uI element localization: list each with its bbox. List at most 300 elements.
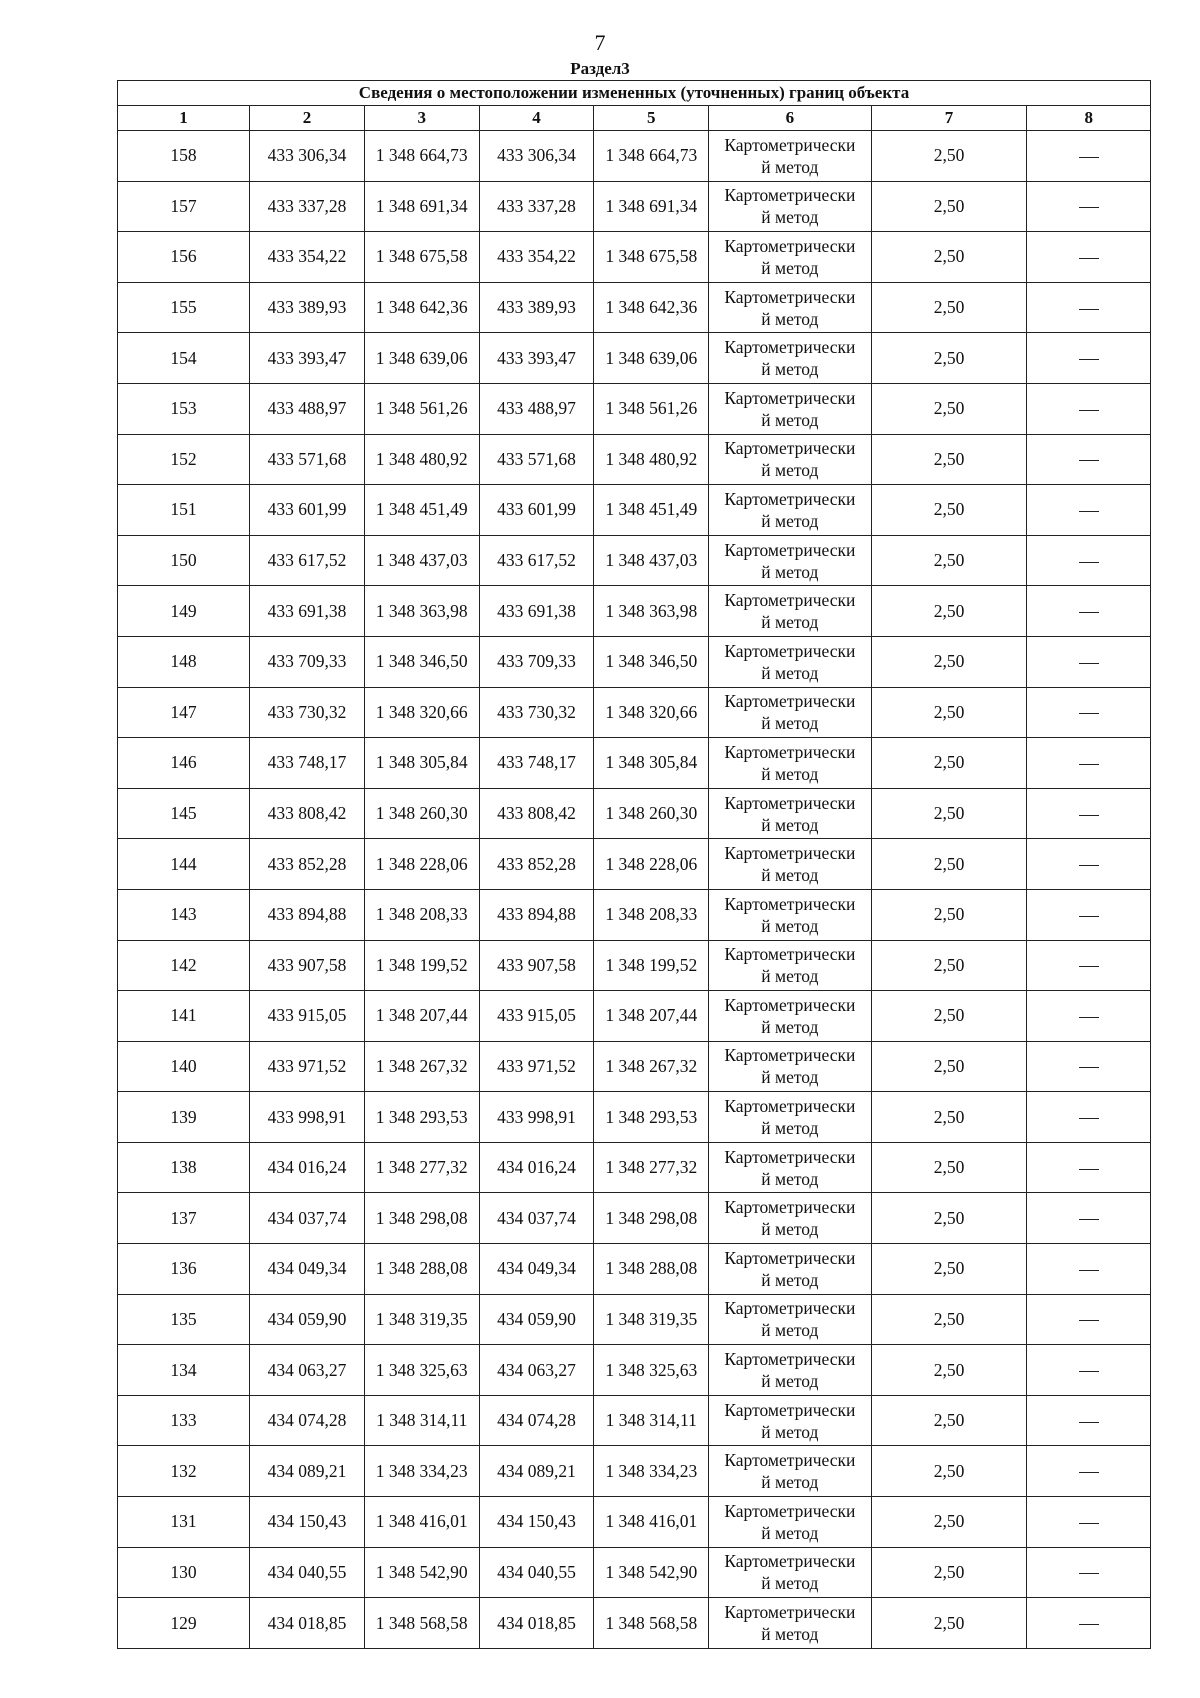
dash-icon [1079, 612, 1099, 613]
cell-col-1: 146 [118, 738, 250, 789]
method-line2: й метод [761, 814, 819, 835]
cell-col-5: 1 348 199,52 [594, 940, 709, 991]
table-caption: Сведения о местоположении измененных (уточненных) границ объекта [118, 81, 1151, 106]
dash-cell [1027, 1142, 1151, 1193]
method-cell [709, 131, 871, 182]
cell-col-4: 433 709,33 [479, 636, 594, 687]
method-line2: й метод [761, 1320, 819, 1341]
cell-col-7: 2,50 [871, 1598, 1027, 1649]
dash-icon [1079, 865, 1099, 866]
cell-col-4: 433 907,58 [479, 940, 594, 991]
cell-col-5: 1 348 293,53 [594, 1092, 709, 1143]
cell-col-2: 434 059,90 [250, 1294, 365, 1345]
dash-icon [1079, 1573, 1099, 1574]
cell-col-1: 154 [118, 333, 250, 384]
cell-col-5: 1 348 642,36 [594, 282, 709, 333]
method-cell [709, 232, 871, 283]
method-line1: Картометрически [724, 893, 856, 914]
dash-cell [1027, 1395, 1151, 1446]
cell-col-3: 1 348 199,52 [364, 940, 479, 991]
cell-col-2: 433 808,42 [250, 788, 365, 839]
cell-col-2: 433 337,28 [250, 181, 365, 232]
cell-col-1: 134 [118, 1345, 250, 1396]
dash-cell [1027, 282, 1151, 333]
method-line2: й метод [761, 156, 819, 177]
cell-col-4: 434 049,34 [479, 1244, 594, 1295]
cell-col-3: 1 348 664,73 [364, 131, 479, 182]
method-line1: Картометрически [724, 1096, 856, 1117]
dash-cell [1027, 1598, 1151, 1649]
method-cell [709, 738, 871, 789]
cell-col-3: 1 348 293,53 [364, 1092, 479, 1143]
method-cell [709, 940, 871, 991]
cell-col-3: 1 348 334,23 [364, 1446, 479, 1497]
cell-col-2: 433 601,99 [250, 485, 365, 536]
dash-icon [1079, 1067, 1099, 1068]
table-row [118, 1142, 1151, 1193]
cell-col-7: 2,50 [871, 1193, 1027, 1244]
method-cell [709, 1294, 871, 1345]
cell-col-2: 433 389,93 [250, 282, 365, 333]
method-line1: Картометрически [724, 1045, 856, 1066]
dash-cell [1027, 1547, 1151, 1598]
table-row [118, 1092, 1151, 1143]
method-cell [709, 1497, 871, 1548]
dash-cell [1027, 687, 1151, 738]
cell-col-3: 1 348 346,50 [364, 636, 479, 687]
dash-cell [1027, 839, 1151, 890]
cell-col-4: 434 059,90 [479, 1294, 594, 1345]
table-row [118, 1446, 1151, 1497]
cell-col-3: 1 348 639,06 [364, 333, 479, 384]
cell-col-5: 1 348 568,58 [594, 1598, 709, 1649]
method-line2: й метод [761, 257, 819, 278]
cell-col-5: 1 348 480,92 [594, 434, 709, 485]
dash-cell [1027, 940, 1151, 991]
method-line2: й метод [761, 1624, 819, 1645]
cell-col-5: 1 348 561,26 [594, 383, 709, 434]
cell-col-3: 1 348 208,33 [364, 889, 479, 940]
cell-col-4: 433 389,93 [479, 282, 594, 333]
cell-col-2: 433 915,05 [250, 991, 365, 1042]
method-cell [709, 586, 871, 637]
table-row [118, 991, 1151, 1042]
cell-col-4: 433 354,22 [479, 232, 594, 283]
method-line1: Картометрически [724, 691, 856, 712]
cell-col-4: 433 488,97 [479, 383, 594, 434]
cell-col-5: 1 348 451,49 [594, 485, 709, 536]
dash-cell [1027, 1345, 1151, 1396]
cell-col-7: 2,50 [871, 1345, 1027, 1396]
method-cell [709, 535, 871, 586]
cell-col-5: 1 348 416,01 [594, 1497, 709, 1548]
method-line1: Картометрически [724, 1146, 856, 1167]
cell-col-2: 434 150,43 [250, 1497, 365, 1548]
cell-col-2: 433 354,22 [250, 232, 365, 283]
method-cell [709, 636, 871, 687]
dash-icon [1079, 1422, 1099, 1423]
cell-col-7: 2,50 [871, 1244, 1027, 1295]
cell-col-7: 2,50 [871, 383, 1027, 434]
dash-icon [1079, 258, 1099, 259]
method-line2: й метод [761, 915, 819, 936]
cell-col-3: 1 348 314,11 [364, 1395, 479, 1446]
cell-col-3: 1 348 437,03 [364, 535, 479, 586]
method-cell [709, 1446, 871, 1497]
dash-icon [1079, 460, 1099, 461]
method-line1: Картометрически [724, 1551, 856, 1572]
dash-cell [1027, 131, 1151, 182]
method-line1: Картометрически [724, 185, 856, 206]
method-cell [709, 1092, 871, 1143]
cell-col-7: 2,50 [871, 1497, 1027, 1548]
cell-col-2: 433 748,17 [250, 738, 365, 789]
cell-col-3: 1 348 451,49 [364, 485, 479, 536]
cell-col-5: 1 348 691,34 [594, 181, 709, 232]
cell-col-7: 2,50 [871, 889, 1027, 940]
dash-icon [1079, 1219, 1099, 1220]
cell-col-3: 1 348 305,84 [364, 738, 479, 789]
column-number-8: 8 [1027, 106, 1151, 131]
method-line1: Картометрически [724, 1298, 856, 1319]
method-line2: й метод [761, 1118, 819, 1139]
cell-col-4: 433 306,34 [479, 131, 594, 182]
cell-col-3: 1 348 277,32 [364, 1142, 479, 1193]
method-line1: Картометрически [724, 792, 856, 813]
method-line2: й метод [761, 460, 819, 481]
method-line2: й метод [761, 966, 819, 987]
cell-col-5: 1 348 363,98 [594, 586, 709, 637]
cell-col-7: 2,50 [871, 1547, 1027, 1598]
table-row [118, 383, 1151, 434]
method-cell [709, 839, 871, 890]
cell-col-5: 1 348 664,73 [594, 131, 709, 182]
cell-col-7: 2,50 [871, 434, 1027, 485]
table-row [118, 1345, 1151, 1396]
cell-col-1: 144 [118, 839, 250, 890]
cell-col-4: 433 998,91 [479, 1092, 594, 1143]
method-line2: й метод [761, 1371, 819, 1392]
cell-col-3: 1 348 207,44 [364, 991, 479, 1042]
cell-col-2: 433 730,32 [250, 687, 365, 738]
cell-col-4: 433 971,52 [479, 1041, 594, 1092]
method-cell [709, 383, 871, 434]
cell-col-7: 2,50 [871, 181, 1027, 232]
table-row [118, 636, 1151, 687]
dash-icon [1079, 1523, 1099, 1524]
method-line2: й метод [761, 1421, 819, 1442]
cell-col-2: 433 488,97 [250, 383, 365, 434]
column-number-5: 5 [594, 106, 709, 131]
cell-col-1: 139 [118, 1092, 250, 1143]
table-row [118, 1294, 1151, 1345]
table-row [118, 687, 1151, 738]
method-line2: й метод [761, 409, 819, 430]
dash-icon [1079, 309, 1099, 310]
table-row [118, 485, 1151, 536]
cell-col-1: 135 [118, 1294, 250, 1345]
dash-cell [1027, 1041, 1151, 1092]
cell-col-7: 2,50 [871, 1142, 1027, 1193]
cell-col-4: 433 571,68 [479, 434, 594, 485]
cell-col-4: 433 617,52 [479, 535, 594, 586]
method-line2: й метод [761, 763, 819, 784]
cell-col-1: 129 [118, 1598, 250, 1649]
cell-col-2: 434 037,74 [250, 1193, 365, 1244]
cell-col-7: 2,50 [871, 940, 1027, 991]
dash-cell [1027, 1294, 1151, 1345]
dash-cell [1027, 1497, 1151, 1548]
cell-col-3: 1 348 480,92 [364, 434, 479, 485]
column-number-row [118, 106, 1151, 131]
cell-col-2: 433 971,52 [250, 1041, 365, 1092]
method-line2: й метод [761, 359, 819, 380]
cell-col-4: 434 074,28 [479, 1395, 594, 1446]
dash-icon [1079, 359, 1099, 360]
method-cell [709, 1547, 871, 1598]
method-cell [709, 1193, 871, 1244]
cell-col-5: 1 348 320,66 [594, 687, 709, 738]
cell-col-7: 2,50 [871, 282, 1027, 333]
method-cell [709, 282, 871, 333]
cell-col-4: 433 808,42 [479, 788, 594, 839]
method-cell [709, 991, 871, 1042]
method-line1: Картометрически [724, 994, 856, 1015]
method-cell [709, 788, 871, 839]
cell-col-5: 1 348 260,30 [594, 788, 709, 839]
table-row [118, 1547, 1151, 1598]
cell-col-4: 433 337,28 [479, 181, 594, 232]
cell-col-3: 1 348 260,30 [364, 788, 479, 839]
table-row [118, 889, 1151, 940]
method-cell [709, 1395, 871, 1446]
table-row [118, 788, 1151, 839]
cell-col-2: 433 393,47 [250, 333, 365, 384]
cell-col-2: 433 852,28 [250, 839, 365, 890]
cell-col-7: 2,50 [871, 1041, 1027, 1092]
cell-col-2: 433 894,88 [250, 889, 365, 940]
table-row [118, 131, 1151, 182]
dash-icon [1079, 562, 1099, 563]
cell-col-7: 2,50 [871, 586, 1027, 637]
method-line1: Картометрически [724, 337, 856, 358]
cell-col-1: 147 [118, 687, 250, 738]
cell-col-1: 148 [118, 636, 250, 687]
method-cell [709, 1345, 871, 1396]
method-line2: й метод [761, 713, 819, 734]
table-row [118, 1395, 1151, 1446]
cell-col-2: 434 040,55 [250, 1547, 365, 1598]
cell-col-3: 1 348 288,08 [364, 1244, 479, 1295]
cell-col-2: 434 074,28 [250, 1395, 365, 1446]
dash-icon [1079, 1371, 1099, 1372]
cell-col-4: 433 852,28 [479, 839, 594, 890]
table-row [118, 586, 1151, 637]
dash-cell [1027, 889, 1151, 940]
cell-col-3: 1 348 363,98 [364, 586, 479, 637]
dash-cell [1027, 383, 1151, 434]
dash-cell [1027, 434, 1151, 485]
method-line2: й метод [761, 662, 819, 683]
method-line1: Картометрически [724, 741, 856, 762]
method-line1: Картометрически [724, 438, 856, 459]
cell-col-1: 136 [118, 1244, 250, 1295]
method-line2: й метод [761, 1522, 819, 1543]
cell-col-5: 1 348 207,44 [594, 991, 709, 1042]
dash-icon [1079, 764, 1099, 765]
cell-col-7: 2,50 [871, 1446, 1027, 1497]
dash-icon [1079, 410, 1099, 411]
method-line2: й метод [761, 1269, 819, 1290]
dash-cell [1027, 181, 1151, 232]
column-number-6: 6 [709, 106, 871, 131]
method-line2: й метод [761, 207, 819, 228]
cell-col-2: 433 709,33 [250, 636, 365, 687]
dash-icon [1079, 511, 1099, 512]
table-row [118, 333, 1151, 384]
method-line2: й метод [761, 1168, 819, 1189]
cell-col-7: 2,50 [871, 1092, 1027, 1143]
cell-col-1: 142 [118, 940, 250, 991]
cell-col-3: 1 348 320,66 [364, 687, 479, 738]
cell-col-5: 1 348 267,32 [594, 1041, 709, 1092]
cell-col-3: 1 348 568,58 [364, 1598, 479, 1649]
cell-col-2: 433 907,58 [250, 940, 365, 991]
cell-col-5: 1 348 305,84 [594, 738, 709, 789]
cell-col-3: 1 348 675,58 [364, 232, 479, 283]
method-line2: й метод [761, 1573, 819, 1594]
cell-col-1: 158 [118, 131, 250, 182]
dash-cell [1027, 636, 1151, 687]
cell-col-4: 433 601,99 [479, 485, 594, 536]
cell-col-3: 1 348 416,01 [364, 1497, 479, 1548]
method-cell [709, 333, 871, 384]
cell-col-4: 433 730,32 [479, 687, 594, 738]
table-row [118, 1244, 1151, 1295]
column-number-7: 7 [871, 106, 1027, 131]
dash-cell [1027, 485, 1151, 536]
cell-col-4: 433 894,88 [479, 889, 594, 940]
cell-col-2: 434 063,27 [250, 1345, 365, 1396]
cell-col-3: 1 348 319,35 [364, 1294, 479, 1345]
method-line1: Картометрически [724, 235, 856, 256]
method-line1: Картометрически [724, 1247, 856, 1268]
cell-col-4: 433 691,38 [479, 586, 594, 637]
table-row [118, 1598, 1151, 1649]
cell-col-1: 156 [118, 232, 250, 283]
cell-col-3: 1 348 561,26 [364, 383, 479, 434]
method-line1: Картометрически [724, 539, 856, 560]
cell-col-5: 1 348 208,33 [594, 889, 709, 940]
method-line2: й метод [761, 865, 819, 886]
cell-col-3: 1 348 267,32 [364, 1041, 479, 1092]
method-line1: Картометрически [724, 944, 856, 965]
method-line1: Картометрически [724, 640, 856, 661]
cell-col-4: 433 748,17 [479, 738, 594, 789]
method-line2: й метод [761, 1016, 819, 1037]
cell-col-1: 157 [118, 181, 250, 232]
cell-col-2: 433 998,91 [250, 1092, 365, 1143]
cell-col-7: 2,50 [871, 1294, 1027, 1345]
cell-col-5: 1 348 437,03 [594, 535, 709, 586]
cell-col-5: 1 348 298,08 [594, 1193, 709, 1244]
dash-icon [1079, 1270, 1099, 1271]
dash-icon [1079, 1169, 1099, 1170]
method-line1: Картометрически [724, 1500, 856, 1521]
method-cell [709, 1142, 871, 1193]
cell-col-4: 433 393,47 [479, 333, 594, 384]
table-row [118, 839, 1151, 890]
cell-col-1: 138 [118, 1142, 250, 1193]
cell-col-5: 1 348 288,08 [594, 1244, 709, 1295]
cell-col-5: 1 348 325,63 [594, 1345, 709, 1396]
method-line1: Картометрически [724, 387, 856, 408]
dash-icon [1079, 815, 1099, 816]
dash-cell [1027, 1244, 1151, 1295]
cell-col-4: 434 063,27 [479, 1345, 594, 1396]
method-cell [709, 1041, 871, 1092]
cell-col-3: 1 348 542,90 [364, 1547, 479, 1598]
cell-col-4: 434 150,43 [479, 1497, 594, 1548]
cell-col-1: 131 [118, 1497, 250, 1548]
dash-icon [1079, 663, 1099, 664]
cell-col-1: 137 [118, 1193, 250, 1244]
method-line1: Картометрически [724, 843, 856, 864]
method-line1: Картометрически [724, 590, 856, 611]
column-number-3: 3 [364, 106, 479, 131]
cell-col-4: 433 915,05 [479, 991, 594, 1042]
method-line1: Картометрически [724, 1399, 856, 1420]
method-line1: Картометрически [724, 134, 856, 155]
cell-col-1: 130 [118, 1547, 250, 1598]
method-cell [709, 1598, 871, 1649]
column-number-2: 2 [250, 106, 365, 131]
cell-col-2: 433 691,38 [250, 586, 365, 637]
dash-icon [1079, 1472, 1099, 1473]
cell-col-2: 433 306,34 [250, 131, 365, 182]
method-line2: й метод [761, 1067, 819, 1088]
method-cell [709, 1244, 871, 1295]
dash-cell [1027, 232, 1151, 283]
cell-col-2: 433 617,52 [250, 535, 365, 586]
cell-col-5: 1 348 334,23 [594, 1446, 709, 1497]
cell-col-7: 2,50 [871, 131, 1027, 182]
dash-icon [1079, 1320, 1099, 1321]
table-row [118, 181, 1151, 232]
method-cell [709, 485, 871, 536]
cell-col-4: 434 016,24 [479, 1142, 594, 1193]
cell-col-1: 153 [118, 383, 250, 434]
dash-icon [1079, 1118, 1099, 1119]
method-line1: Картометрически [724, 1450, 856, 1471]
table-row [118, 738, 1151, 789]
cell-col-1: 150 [118, 535, 250, 586]
column-number-1: 1 [118, 106, 250, 131]
table-body [118, 131, 1151, 1649]
cell-col-4: 434 018,85 [479, 1598, 594, 1649]
cell-col-5: 1 348 639,06 [594, 333, 709, 384]
cell-col-7: 2,50 [871, 232, 1027, 283]
dash-cell [1027, 1193, 1151, 1244]
method-cell [709, 181, 871, 232]
cell-col-1: 140 [118, 1041, 250, 1092]
column-number-4: 4 [479, 106, 594, 131]
method-line2: й метод [761, 612, 819, 633]
page-number: 7 [594, 30, 606, 55]
cell-col-5: 1 348 542,90 [594, 1547, 709, 1598]
cell-col-1: 143 [118, 889, 250, 940]
table-row [118, 434, 1151, 485]
